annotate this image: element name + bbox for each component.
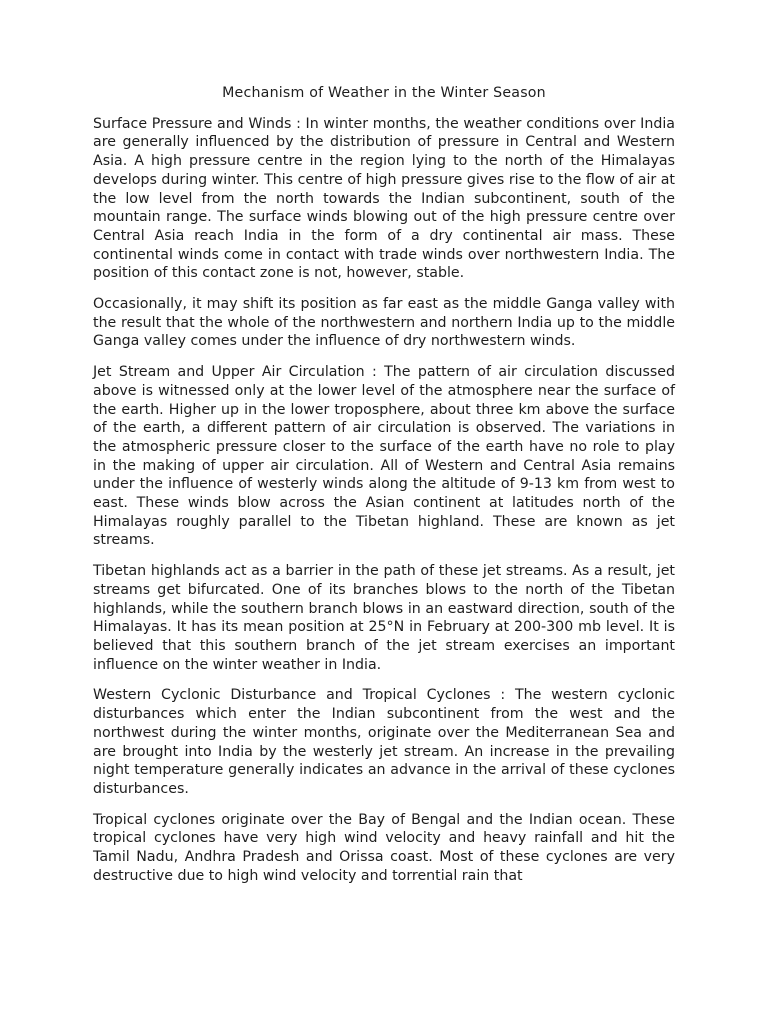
document-page (93, 84, 675, 897)
paragraph-surface-pressure: Surface Pressure and Winds : In winter months, the weather conditions over India are generally influenced by the distribution of pressure in Central and Western Asia. A high pressure centre in the region lying to the north of the Himalayas develops during winter. This centre of high pressure gives rise to the flow of air at the low level from the north towards the Indian subcontinent, south of the mountain range. The surface winds blowing out of the high pressure centre over Central Asia reach India in the form of a dry continental air mass. These continental winds come in contact with trade winds over northwestern India. The position of this contact zone is not, however, stable. (93, 115, 675, 282)
paragraph-western-disturbance: Western Cyclonic Disturbance and Tropical Cyclones : The western cyclonic disturbances which enter the Indian subcontinent from the west and the northwest during the winter months, originate over the Mediterranean Sea and are brought into India by the westerly jet stream. An increase in the prevailing night temperature generally indicates an advance in the arrival of these cyclones disturbances. (93, 687, 675, 797)
document-title: Mechanism of Weather in the Winter Season (222, 85, 546, 101)
paragraph-tibetan-highlands: Tibetan highlands act as a barrier in the path of these jet streams. As a result, jet streams get bifurcated. One of its branches blows to the north of the Tibetan highlands, while the southern branch blows in an eastward direction, south of the Himalayas. It has its mean position at 25°N in February at 200-300 mb level. It is believed that this southern branch of the jet stream exercises an important influence on the winter weather in India. (93, 563, 675, 673)
paragraph-ganga-valley: Occasionally, it may shift its position as far east as the middle Ganga valley with the result that the whole of the northwestern and northern India up to the middle Ganga valley comes under the influence of dry northwestern winds. (93, 296, 675, 350)
paragraph-tropical-cyclones: Tropical cyclones originate over the Bay of Bengal and the Indian ocean. These tropical cyclones have very high wind velocity and heavy rainfall and hit the Tamil Nadu, Andhra Pradesh and Orissa coast. Most of these cyclones are very destructive due to high wind velocity and torrential rain that (93, 811, 675, 884)
paragraph-jet-stream: Jet Stream and Upper Air Circulation : The pattern of air circulation discussed above is witnessed only at the lower level of the atmosphere near the surface of the earth. Higher up in the lower troposphere, about three km above the surface of the earth, a different pattern of air circulation is observed. The variations in the atmospheric pressure closer to the surface of the earth have no role to play in the making of upper air circulation. All of Western and Central Asia remains under the influence of westerly winds along the altitude of 9-13 km from west to east. These winds blow across the Asian continent at latitudes north of the Himalayas roughly parallel to the Tibetan highland. These are known as jet streams. (93, 364, 675, 549)
